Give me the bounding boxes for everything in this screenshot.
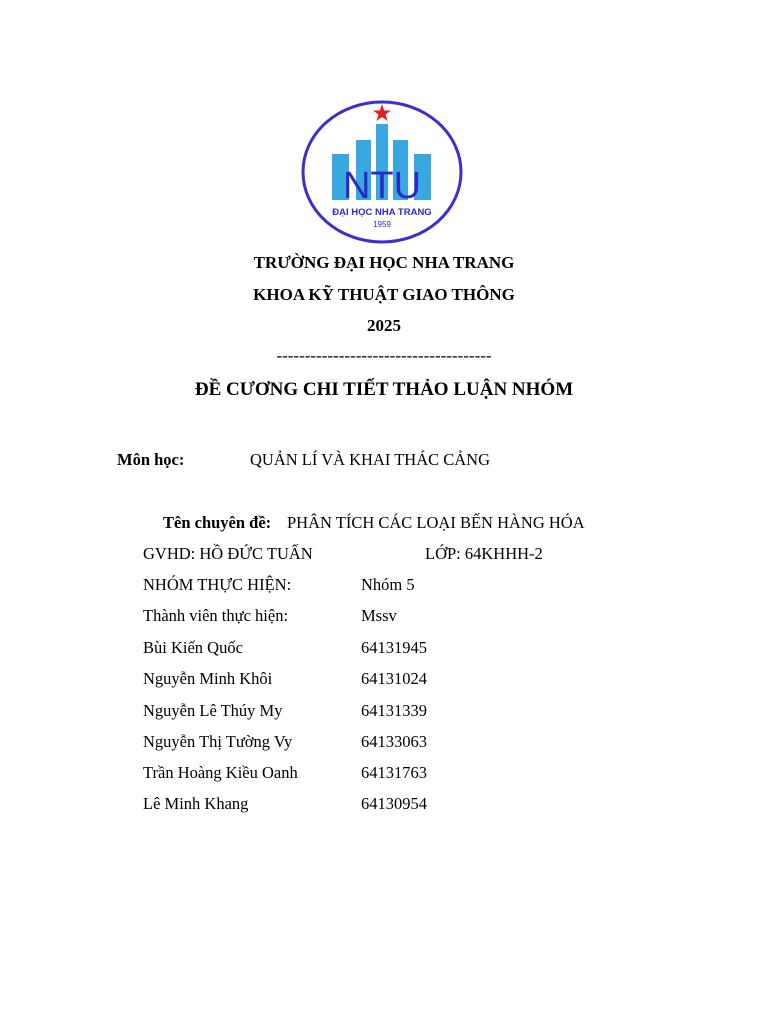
member-id: 64131945 xyxy=(361,638,427,657)
member-name: Lê Minh Khang xyxy=(143,794,249,813)
member-id: 64131339 xyxy=(361,701,427,720)
members-header-id: Mssv xyxy=(361,606,397,625)
university-name: TRƯỜNG ĐẠI HỌC NHA TRANG xyxy=(253,253,515,272)
header-divider: -------------------------------------- xyxy=(276,346,492,365)
member-id: 64131024 xyxy=(361,669,427,688)
subject-label: Môn học: xyxy=(117,450,185,469)
document-year: 2025 xyxy=(367,316,401,335)
advisor-text: GVHD: HỒ ĐỨC TUẤN xyxy=(143,544,313,563)
member-name: Nguyễn Thị Tường Vy xyxy=(143,732,293,751)
logo-year-text: 1959 xyxy=(373,220,391,229)
member-id: 64130954 xyxy=(361,794,427,813)
member-name: Trần Hoàng Kiều Oanh xyxy=(143,763,298,782)
university-logo-icon xyxy=(300,98,464,248)
logo-main-text: NTU xyxy=(342,165,422,207)
member-name: Bùi Kiến Quốc xyxy=(143,638,243,657)
subject-value: QUẢN LÍ VÀ KHAI THÁC CẢNG xyxy=(250,450,491,469)
group-value: Nhóm 5 xyxy=(361,575,415,594)
document-title: ĐỀ CƯƠNG CHI TIẾT THẢO LUẬN NHÓM xyxy=(194,379,574,400)
topic-value: PHÂN TÍCH CÁC LOẠI BẾN HÀNG HÓA xyxy=(287,513,585,532)
faculty-name: KHOA KỸ THUẬT GIAO THÔNG xyxy=(253,285,515,304)
member-name: Nguyễn Lê Thúy My xyxy=(143,701,283,720)
member-name: Nguyễn Minh Khôi xyxy=(143,669,273,688)
class-text: LỚP: 64KHHH-2 xyxy=(425,544,543,563)
group-label: NHÓM THỰC HIỆN: xyxy=(143,575,292,594)
logo-sub-text: ĐẠI HỌC NHA TRANG xyxy=(332,207,432,218)
members-header-name: Thành viên thực hiện: xyxy=(143,606,289,625)
topic-label: Tên chuyên đề: xyxy=(163,513,272,532)
member-id: 64133063 xyxy=(361,732,427,751)
member-id: 64131763 xyxy=(361,763,427,782)
